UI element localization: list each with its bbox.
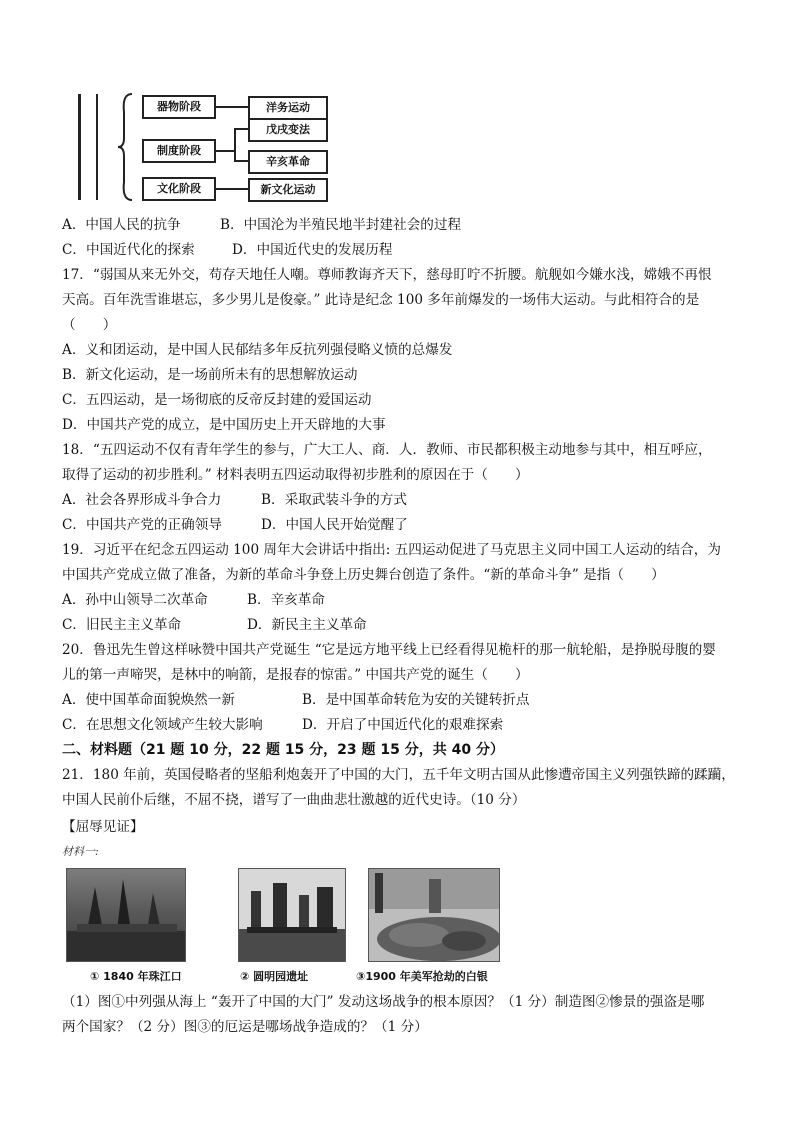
q19-option-a: A．孙中山领导二次革命 [62,592,208,608]
q17-stem-line-1: 17．“弱国从来无外交，苟存天地任人嘲。尊师教诲齐天下，慈母盯咛不折腰。航舰如今嫌水浅，嫦娥不再恨 [62,267,712,283]
q20-option-d: D．开启了中国近代化的艰难探索 [302,717,504,733]
section-2-heading: 二、材料题（21 题 10 分，22 题 15 分，23 题 15 分，共 40 分） [62,742,504,758]
q21-question-line-1: （1）图①中列强从海上 “轰开了中国的大门” 发动这场战争的根本原因？（1 分）制造图②惨景的强盗是哪 [62,994,705,1010]
q17-stem-line-3: （ ） [62,317,117,333]
q20-stem-line-2: 儿的第一声啼哭，是林中的响箭，是报春的惊雷。” 中国共产党的诞生（ ） [62,667,529,683]
q20-stem-line-1: 20．鲁迅先生曾这样咏赞中国共产党诞生 “它是远方地平线上已经看得见桅杆的那一航轮船，是挣脱母腹的婴 [62,642,716,658]
q21-stem-line-1: 21．180 年前，英国侵略者的坚船利炮轰开了中国的大门，五千年文明古国从此惨遭帝国主义列强铁蹄的蹂躏， [62,767,735,783]
q19-stem-line-2: 中国共产党成立做了准备，为新的革命斗争登上历史舞台创造了条件。“新的革命斗争” 是指（ ） [62,567,665,583]
event-box-new-culture: 新文化运动 [248,178,328,202]
photo-yuanmingyuan-ruins [238,868,346,962]
caption-photo-2: ② 圆明园遗址 [240,970,309,983]
q17-option-d: D．中国共产党的成立，是中国历史上开天辟地的大事 [62,417,386,433]
event-box-westernization: 洋务运动 [248,96,328,120]
q17-option-c: C．五四运动，是一场彻底的反帝反封建的爱国运动 [62,392,372,408]
brace-icon [116,92,136,202]
diagram-left-line [78,94,81,200]
q20-option-b: B．是中国革命转危为安的关键转折点 [302,692,530,708]
stage-box-artifact: 器物阶段 [142,95,216,119]
photo-silver-1900 [368,868,500,962]
q18-option-c: C．中国共产党的正确领导 [62,517,222,533]
q16-option-a: A．中国人民的抗争 [62,217,181,233]
q21-stem-line-2: 中国人民前仆后继，不屈不挠，谱写了一曲曲悲壮激越的近代史诗。（10 分） [62,792,526,808]
connector [234,128,248,130]
q16-option-b: B．中国沦为半殖民地半封建社会的过程 [220,217,462,233]
q16-option-c: C．中国近代化的探索 [62,242,195,258]
stages-diagram [66,88,336,204]
stage-box-institution: 制度阶段 [142,139,216,163]
q17-option-a: A．义和团运动，是中国人民郁结多年反抗列强侵略义愤的总爆发 [62,342,453,358]
material-one-label: 材料一: [62,845,99,858]
q19-option-b: B．辛亥革命 [247,592,325,608]
q18-option-a: A．社会各界形成斗争合力 [62,492,222,508]
event-box-reform-1898: 戊戌变法 [248,118,328,142]
connector [234,128,236,162]
connector [216,150,234,152]
q18-option-d: D．中国人民开始觉醒了 [261,517,408,533]
q18-stem-line-1: 18．“五四运动不仅有青年学生的参与，广大工人、商．人．教师、市民都积极主动地参与其中，相互呼应， [62,442,712,458]
q19-stem-line-1: 19．习近平在纪念五四运动 100 周年大会讲话中指出: 五四运动促进了马克思主义同中国工人运动的结合，为 [62,542,721,558]
q19-option-c: C．旧民主主义革命 [62,617,182,633]
connector [216,106,248,108]
connector [234,160,248,162]
q21-subheading: 【屈辱见证】 [62,819,144,835]
stage-box-culture: 文化阶段 [142,177,216,201]
connector [216,188,248,190]
event-box-revolution-1911: 辛亥革命 [248,150,328,174]
q17-option-b: B．新文化运动，是一场前所未有的思想解放运动 [62,367,358,383]
q20-option-c: C．在思想文化领域产生较大影响 [62,717,263,733]
diagram-left-line-2 [96,94,98,200]
caption-photo-1: ① 1840 年珠江口 [90,970,182,983]
q20-option-a: A．使中国革命面貌焕然一新 [62,692,235,708]
q16-option-d: D．中国近代史的发展历程 [232,242,393,258]
q18-stem-line-2: 取得了运动的初步胜利。” 材料表明五四运动取得初步胜利的原因在于（ ） [62,467,529,483]
caption-photo-3: ③1900 年美军抢劫的白银 [356,970,488,983]
q17-stem-line-2: 天高。百年洗雪谁堪忘，多少男儿是俊豪。” 此诗是纪念 100 多年前爆发的一场伟大运动。与此相符合的是 [62,292,700,308]
q18-option-b: B．采取武装斗争的方式 [261,492,407,508]
q21-question-line-2: 两个国家？（2 分）图③的厄运是哪场战争造成的？（1 分） [62,1019,428,1035]
q19-option-d: D．新民主主义革命 [247,617,367,633]
photo-pearl-river-1840 [66,868,186,962]
